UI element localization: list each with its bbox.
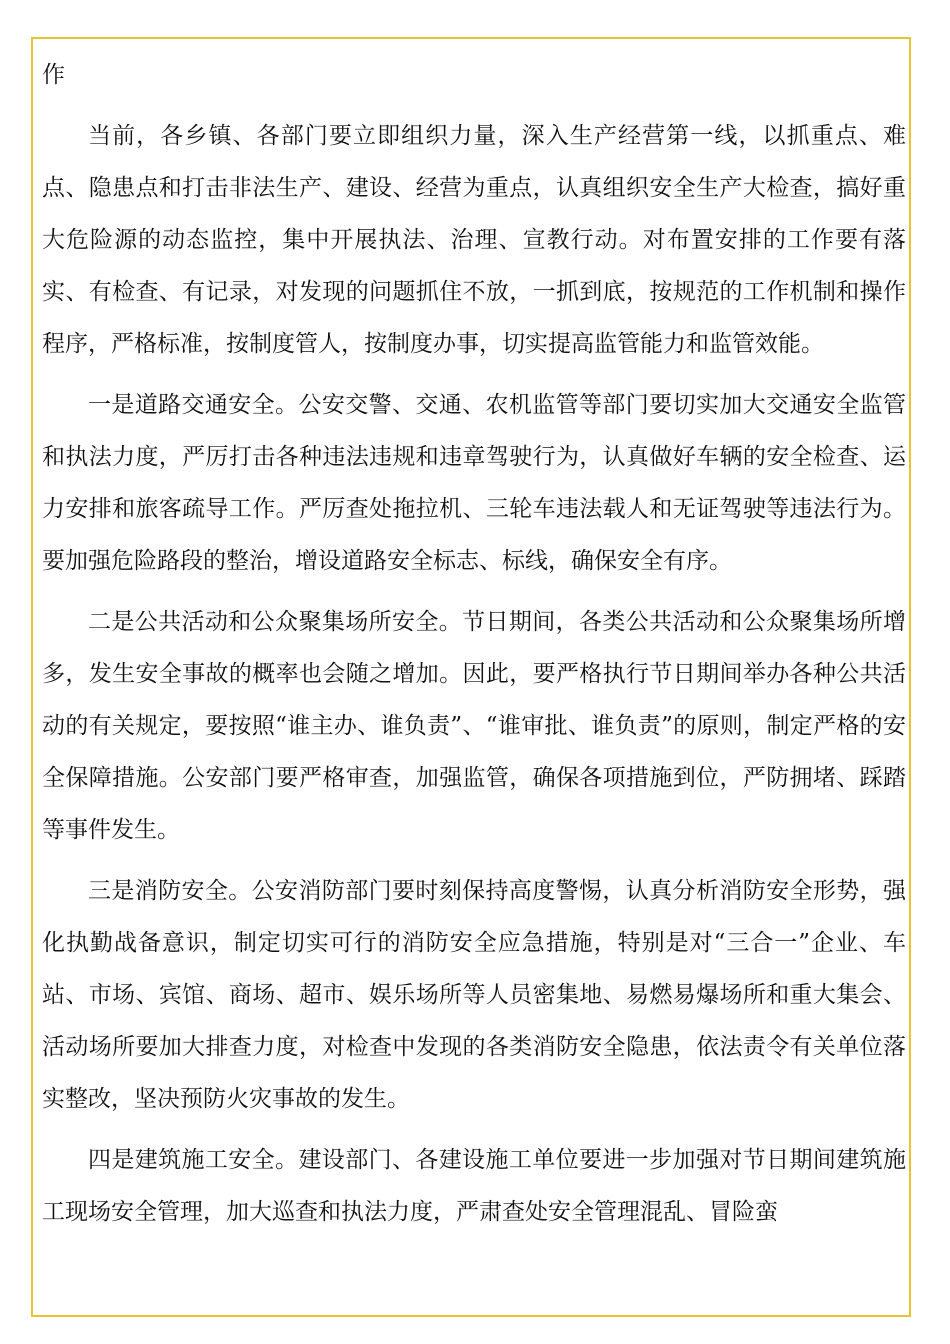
paragraph-fire-safety: 三是消防安全。公安消防部门要时刻保持高度警惕，认真分析消防安全形势，强化执勤战备意识，制定切实可行的消防安全应急措施，特别是对“三合一”企业、车站、市场、宾馆、商场、超市、娱乐场所等人员密集地、易燃易爆场所和重大集会、活动场所要加大排查力度，对检查中发现的各类消防安全隐患，依法责令有关单位落实整改，坚决预防火灾事故的发生。 bbox=[42, 878, 906, 1112]
document-body bbox=[42, 49, 906, 1238]
paragraph-road-traffic-safety: 一是道路交通安全。公安交警、交通、农机监管等部门要切实加大交通安全监管和执法力度，严厉打击各种违法违规和违章驾驶行为，认真做好车辆的安全检查、运力安排和旅客疏导工作。严厉查处拖拉机、三轮车违法载人和无证驾驶等违法行为。要加强危险路段的整治，增设道路安全标志、标线，确保安全有序。 bbox=[42, 392, 906, 574]
paragraph-continuation: 作 bbox=[42, 62, 65, 88]
paragraph-construction-safety: 四是建筑施工安全。建设部门、各建设施工单位要进一步加强对节日期间建筑施工现场安全管理，加大巡查和执法力度，严肃查处安全管理混乱、冒险蛮 bbox=[42, 1147, 906, 1225]
paragraph-public-gathering-safety: 二是公共活动和公众聚集场所安全。节日期间，各类公共活动和公众聚集场所增多，发生安全事故的概率也会随之增加。因此，要严格执行节日期间举办各种公共活动的有关规定，要按照“谁主办、谁负责”、“谁审批、谁负责”的原则，制定严格的安全保障措施。公安部门要严格审查，加强监管，确保各项措施到位，严防拥堵、踩踏等事件发生。 bbox=[42, 609, 906, 843]
page-frame bbox=[31, 37, 911, 1317]
paragraph-current-tasks: 当前，各乡镇、各部门要立即组织力量，深入生产经营第一线，以抓重点、难点、隐患点和打击非法生产、建设、经营为重点，认真组织安全生产大检查，搞好重大危险源的动态监控，集中开展执法、治理、宣教行动。对布置安排的工作要有落实、有检查、有记录，对发现的问题抓住不放，一抓到底，按规范的工作机制和操作程序，严格标准，按制度管人，按制度办事，切实提高监管能力和监管效能。 bbox=[42, 123, 906, 357]
